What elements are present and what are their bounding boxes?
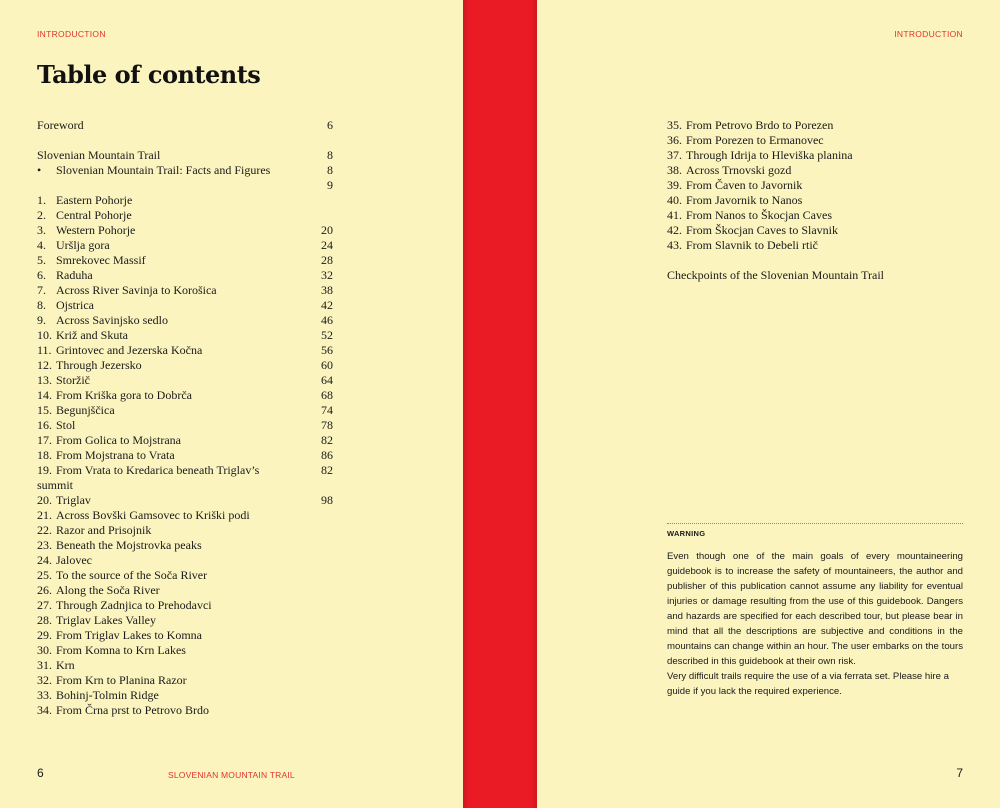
toc-entry-number: 34. <box>37 703 52 717</box>
toc-entry-title: Through Jezersko <box>56 358 142 372</box>
toc-entry-title: Begunjščica <box>56 403 115 417</box>
toc-entry-number: 6. <box>37 268 46 282</box>
toc-entry-title: From Triglav Lakes to Komna <box>56 628 202 642</box>
toc-entry-page: 8 <box>327 148 333 162</box>
toc-entry-number: 8. <box>37 298 46 312</box>
toc-entry-number: 23. <box>37 538 52 552</box>
toc-entry-page: 32 <box>321 268 333 282</box>
toc-entry-number: 7. <box>37 283 46 297</box>
toc-entry <box>37 313 333 328</box>
toc-entry-page: 20 <box>321 223 333 237</box>
toc-entry-number: 17. <box>37 433 52 447</box>
toc-entry-title: Across Trnovski gozd <box>686 163 792 177</box>
toc-entry <box>37 163 333 178</box>
toc-entry <box>37 688 333 703</box>
toc-entry-number: 18. <box>37 448 52 462</box>
toc-entry-number: 4. <box>37 238 46 252</box>
toc-entry-number: 31. <box>37 658 52 672</box>
toc-entry-label <box>37 583 160 598</box>
toc-entry <box>37 133 333 148</box>
toc-entry <box>37 223 333 238</box>
toc-entry-label <box>37 508 250 523</box>
toc-entry-number: 29. <box>37 628 52 642</box>
toc-entry-label <box>37 223 135 238</box>
toc-entry <box>37 193 333 208</box>
toc-entry <box>37 418 333 433</box>
toc-entry-label <box>37 343 202 358</box>
toc-entry-number: 42. <box>667 223 682 237</box>
toc-entry-label <box>667 133 824 148</box>
toc-entry-title: Along the Soča River <box>56 583 160 597</box>
toc-entry <box>667 253 963 268</box>
toc-entry-label <box>667 118 833 133</box>
toc-entry <box>667 193 963 208</box>
toc-entry <box>667 163 963 178</box>
running-header-right: INTRODUCTION <box>894 29 963 39</box>
toc-entry <box>37 538 333 553</box>
toc-entry-label <box>37 238 110 253</box>
toc-entry <box>37 298 333 313</box>
toc-entry-label <box>37 313 168 328</box>
toc-entry-number: 12. <box>37 358 52 372</box>
toc-entry-number: 33. <box>37 688 52 702</box>
toc-entry-title: To the source of the Soča River <box>56 568 208 582</box>
toc-entry-number: 22. <box>37 523 52 537</box>
toc-entry-title: Jalovec <box>56 553 92 567</box>
toc-entry-label <box>37 373 90 388</box>
toc-entry <box>667 268 963 283</box>
toc-entry-page: 8 <box>327 163 333 177</box>
toc-entry-title: summit <box>37 478 74 492</box>
toc-entry-number: 11. <box>37 343 52 357</box>
toc-entry <box>37 703 333 718</box>
toc-entry-page: 78 <box>321 418 333 432</box>
toc-entry-title: Krn <box>56 658 75 672</box>
toc-entry <box>37 388 333 403</box>
toc-entry-label <box>37 148 160 163</box>
toc-entry-number: 21. <box>37 508 52 522</box>
toc-entry <box>667 223 963 238</box>
toc-entry-label <box>37 523 151 538</box>
toc-entry-label <box>37 283 217 298</box>
toc-entry-title: Central Pohorje <box>56 208 132 222</box>
toc-entry-label <box>37 538 202 553</box>
toc-entry-title: Smrekovec Massif <box>56 253 146 267</box>
toc-entry-page: 74 <box>321 403 333 417</box>
toc-entry-title: From Golica to Mojstrana <box>56 433 181 447</box>
toc-entry-label <box>37 418 75 433</box>
toc-entry-title: Uršlja gora <box>56 238 110 252</box>
toc-entry-label <box>37 673 187 688</box>
toc-entry-number: 19. <box>37 463 52 477</box>
toc-entry-label <box>37 643 186 658</box>
toc-entry-title: Western Pohorje <box>56 223 136 237</box>
toc-entry <box>37 343 333 358</box>
toc-entry-page: 56 <box>321 343 333 357</box>
warning-title: WARNING <box>667 529 706 538</box>
toc-entry-label <box>37 433 181 448</box>
toc-entry-number: 40. <box>667 193 682 207</box>
toc-entry-label <box>37 463 259 478</box>
toc-entry <box>37 328 333 343</box>
toc-entry-label <box>37 478 73 493</box>
toc-entry-label <box>37 703 209 718</box>
toc-entry-page: 42 <box>321 298 333 312</box>
toc-entry-number: 10. <box>37 328 52 342</box>
toc-entry-title: From Škocjan Caves to Slavnik <box>686 223 838 237</box>
toc-entry-number: 39. <box>667 178 682 192</box>
toc-entry-label <box>667 193 802 208</box>
toc-entry-title: Grintovec and Jezerska Kočna <box>56 343 203 357</box>
toc-entry-title: Raduha <box>56 268 93 282</box>
toc-entry-page: 98 <box>321 493 333 507</box>
page-title: Table of contents <box>37 60 261 89</box>
toc-entry-title: From Nanos to Škocjan Caves <box>686 208 832 222</box>
toc-entry-title: From Javornik to Nanos <box>686 193 803 207</box>
toc-entry-number: 9. <box>37 313 46 327</box>
toc-entry-label <box>37 163 270 178</box>
toc-entry-number: 26. <box>37 583 52 597</box>
toc-entry-label <box>37 628 202 643</box>
toc-entry-number: 3. <box>37 223 46 237</box>
toc-entry <box>37 658 333 673</box>
toc-entry-title: Beneath the Mojstrovka peaks <box>56 538 202 552</box>
toc-bullet: • <box>37 163 42 177</box>
toc-entry-number: 14. <box>37 388 52 402</box>
toc-entry <box>667 238 963 253</box>
toc-entry <box>37 508 333 523</box>
toc-entry-page: 52 <box>321 328 333 342</box>
toc-entry-title: Razor and Prisojnik <box>56 523 152 537</box>
toc-entry-title: Through Idrija to Hleviška planina <box>686 148 853 162</box>
toc-entry <box>37 178 333 193</box>
toc-entry-title: From Črna prst to Petrovo Brdo <box>56 703 209 717</box>
toc-entry <box>37 493 333 508</box>
toc-entry-title: From Kriška gora to Dobrča <box>56 388 192 402</box>
toc-entry <box>667 178 963 193</box>
toc-entry-label <box>37 253 146 268</box>
toc-entry-number: 32. <box>37 673 52 687</box>
toc-entry-title: From Čaven to Javornik <box>686 178 803 192</box>
toc-entry-title: Checkpoints of the Slovenian Mountain Trail <box>667 268 884 282</box>
spine-shadow-left <box>463 0 469 808</box>
toc-entry-title: Stol <box>56 418 76 432</box>
toc-entry-title: Across River Savinja to Korošica <box>56 283 217 297</box>
toc-entry-title: Slovenian Mountain Trail: Facts and Figures <box>56 163 271 177</box>
left-page <box>0 0 463 808</box>
toc-entry-page: 6 <box>327 118 333 132</box>
warning-text <box>667 549 963 699</box>
toc-entry <box>37 583 333 598</box>
toc-entry-number: 20. <box>37 493 52 507</box>
toc-entry <box>37 208 333 223</box>
toc-entry <box>37 283 333 298</box>
toc-entry <box>37 403 333 418</box>
toc-entry-title: From Slavnik to Debeli rtič <box>686 238 818 252</box>
toc-entry-number: 24. <box>37 553 52 567</box>
toc-entry-label <box>37 208 132 223</box>
toc-entry <box>667 118 963 133</box>
toc-entry <box>37 238 333 253</box>
toc-entry-number: 28. <box>37 613 52 627</box>
toc-entry-title: Across Bovški Gamsovec to Kriški podi <box>56 508 250 522</box>
toc-entry-page: 82 <box>321 433 333 447</box>
toc-entry-page: 28 <box>321 253 333 267</box>
toc-entry-label <box>37 193 132 208</box>
toc-entry-number: 36. <box>667 133 682 147</box>
toc-entry-title: Eastern Pohorje <box>56 193 133 207</box>
toc-entry-title: From Krn to Planina Razor <box>56 673 187 687</box>
toc-entry-page: 86 <box>321 448 333 462</box>
toc-entry-label <box>37 358 142 373</box>
toc-entry <box>37 463 333 478</box>
toc-entry <box>37 613 333 628</box>
toc-entry-title: Triglav Lakes Valley <box>56 613 156 627</box>
toc-entry <box>667 148 963 163</box>
toc-entry-label <box>667 163 791 178</box>
toc-entry-title: Storžič <box>56 373 90 387</box>
right-page <box>537 0 1000 808</box>
page-number-right: 7 <box>956 766 963 780</box>
toc-entry-title: Ojstrica <box>56 298 94 312</box>
toc-entry <box>37 553 333 568</box>
toc-entry-title: Foreword <box>37 118 84 132</box>
toc-entry-number: 15. <box>37 403 52 417</box>
warning-divider <box>667 523 963 524</box>
toc-entry-title: Triglav <box>56 493 91 507</box>
toc-entry <box>37 148 333 163</box>
toc-entry <box>37 628 333 643</box>
toc-entry-page: 64 <box>321 373 333 387</box>
toc-entry <box>37 478 333 493</box>
toc-entry-number: 30. <box>37 643 52 657</box>
toc-entry-title: From Petrovo Brdo to Porezen <box>686 118 834 132</box>
toc-entry-label <box>37 328 128 343</box>
toc-entry-label <box>37 403 115 418</box>
toc-entry-label <box>37 568 207 583</box>
toc-entry-title: Through Zadnjica to Prehodavci <box>56 598 212 612</box>
toc-entry-label <box>37 553 92 568</box>
toc-entry-title: Across Savinjsko sedlo <box>56 313 168 327</box>
toc-entry-label <box>667 208 832 223</box>
toc-entry <box>37 118 333 133</box>
toc-entry <box>667 133 963 148</box>
toc-entry-label <box>37 388 192 403</box>
toc-entry-label <box>667 178 802 193</box>
toc-entry-number: 25. <box>37 568 52 582</box>
toc-entry-page: 38 <box>321 283 333 297</box>
toc-entry-title: From Porezen to Ermanovec <box>686 133 824 147</box>
toc-entry <box>667 208 963 223</box>
toc-entry-page: 24 <box>321 238 333 252</box>
toc-entry-label <box>37 118 84 133</box>
toc-entry-number: 43. <box>667 238 682 252</box>
toc-entry-title: From Komna to Krn Lakes <box>56 643 186 657</box>
toc-entry-number: 38. <box>667 163 682 177</box>
toc-entry-number: 1. <box>37 193 46 207</box>
toc-entry-title: Križ and Skuta <box>56 328 128 342</box>
toc-entry <box>37 448 333 463</box>
warning-paragraph: Even though one of the main goals of every mountaineering guidebook is to increase the safety of mountaineers, the author and publisher of this publication cannot assume any liability for eventual injuries or damage resulting from the use of this guidebook. Dangers and hazards are specified for each described tour, but please bear in mind that all the descriptions are subjective and conditions in the mountains can change within an hour. The user embarks on the tours described in this guidebook at their own risk. <box>667 551 963 667</box>
toc-entry <box>37 568 333 583</box>
toc-entry-number: 41. <box>667 208 682 222</box>
toc-entry-label <box>37 658 75 673</box>
toc-entry-page: 60 <box>321 358 333 372</box>
toc-entry <box>37 523 333 538</box>
toc-entry-label <box>37 613 156 628</box>
toc-entry-label <box>37 448 175 463</box>
toc-entry-title: Slovenian Mountain Trail <box>37 148 161 162</box>
toc-entry-label <box>37 493 91 508</box>
toc-entry <box>37 253 333 268</box>
running-header-left: INTRODUCTION <box>37 29 106 39</box>
page-number-left: 6 <box>37 766 44 780</box>
toc-entry <box>37 268 333 283</box>
toc-entry-number: 37. <box>667 148 682 162</box>
toc-entry <box>37 598 333 613</box>
toc-entry-label <box>667 268 884 283</box>
toc-entry-label <box>37 298 94 313</box>
warning-paragraph: Very difficult trails require the use of a via ferrata set. Please hire a guide if you lack the required experience. <box>667 671 949 697</box>
toc-entry <box>37 433 333 448</box>
toc-entry-page: 46 <box>321 313 333 327</box>
toc-entry <box>37 673 333 688</box>
footer-book-title: SLOVENIAN MOUNTAIN TRAIL <box>168 770 295 780</box>
toc-entry-label <box>667 223 838 238</box>
toc-entry-number: 35. <box>667 118 682 132</box>
toc-entry-page: 82 <box>321 463 333 477</box>
toc-entry-title: From Mojstrana to Vrata <box>56 448 175 462</box>
toc-entry-label <box>37 268 93 283</box>
toc-entry-title: Bohinj-Tolmin Ridge <box>56 688 159 702</box>
toc-entry-label <box>667 148 853 163</box>
toc-entry-page: 9 <box>327 178 333 192</box>
toc-entry-label <box>37 688 159 703</box>
toc-entry <box>37 358 333 373</box>
toc-entry-label <box>667 238 818 253</box>
toc-entry-label <box>37 598 212 613</box>
toc-entry <box>37 373 333 388</box>
toc-entry-page: 68 <box>321 388 333 402</box>
toc-entry-number: 16. <box>37 418 52 432</box>
toc-entry-number: 5. <box>37 253 46 267</box>
toc-entry-title: From Vrata to Kredarica beneath Triglav’s <box>56 463 260 477</box>
toc-entry-number: 13. <box>37 373 52 387</box>
toc-entry-number: 27. <box>37 598 52 612</box>
book-spine <box>463 0 537 808</box>
toc-entry <box>37 643 333 658</box>
toc-entry-number: 2. <box>37 208 46 222</box>
